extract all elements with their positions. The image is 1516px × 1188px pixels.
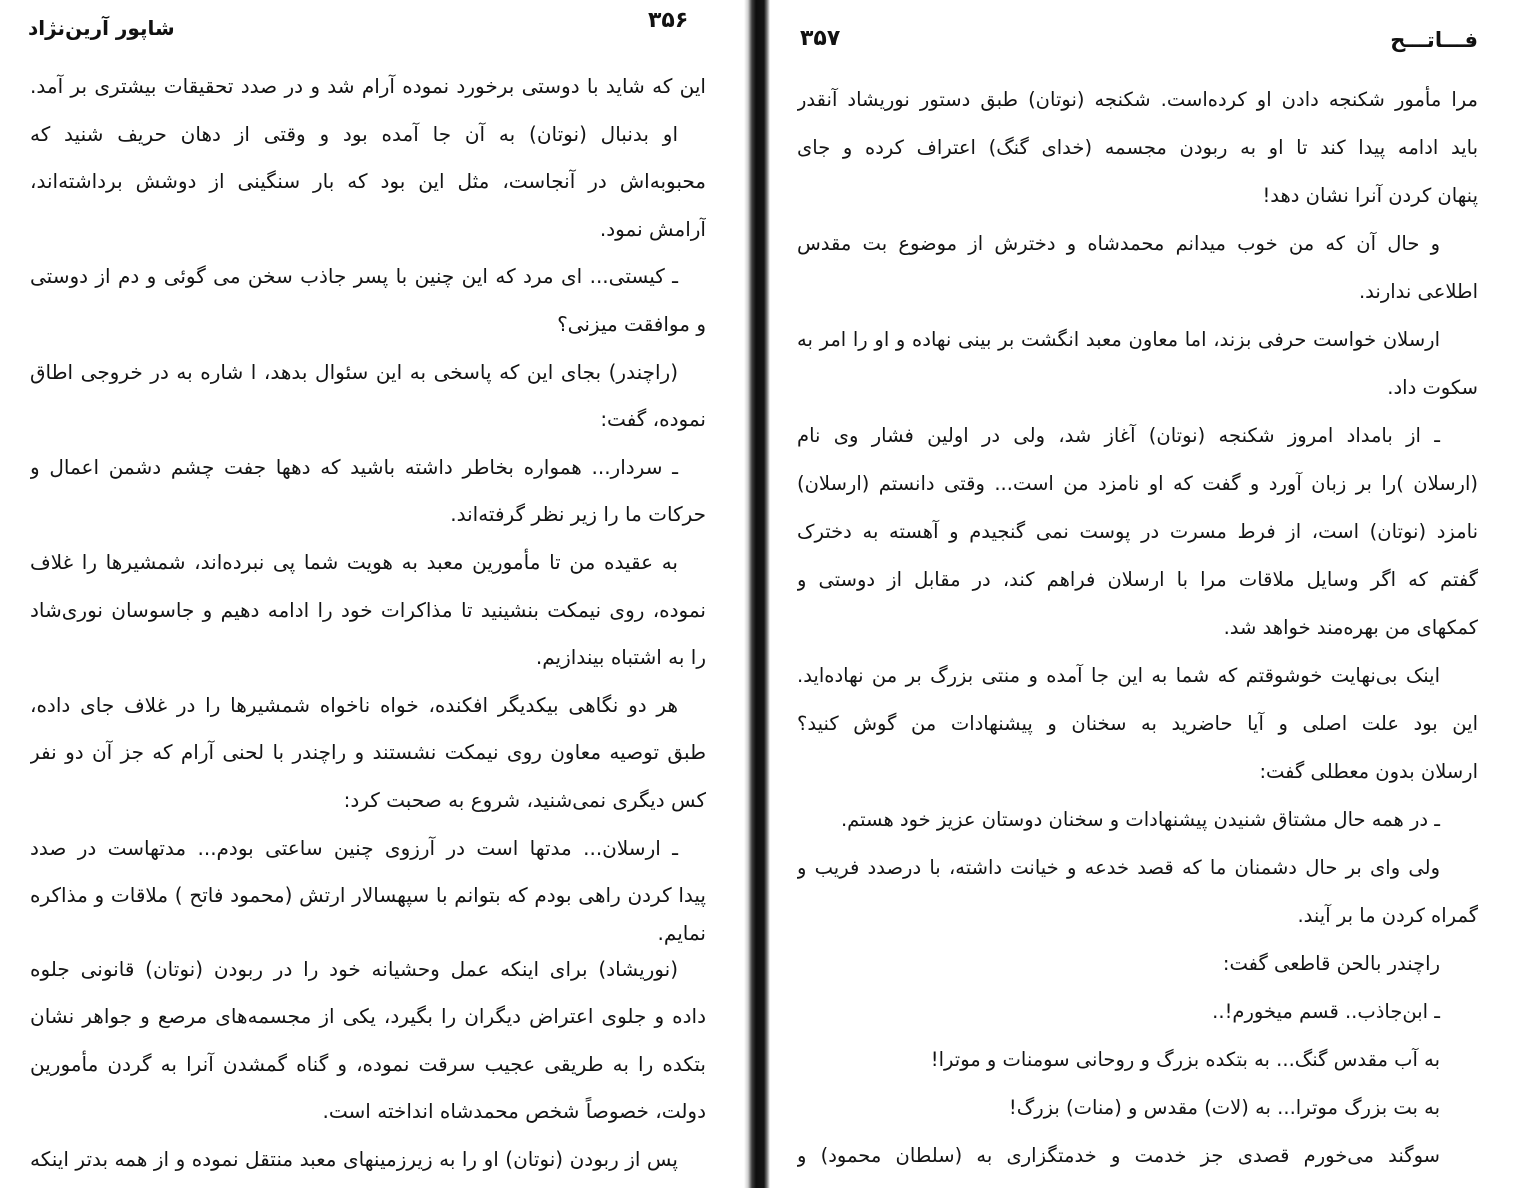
text-line: ـ کیستی... ای مرد که این چنین با پسر جاذب سخن می گوئی و دم از دوستی [30, 264, 678, 289]
text-line: دولت، خصوصاً شخص محمدشاه انداخته است. [322, 1099, 706, 1124]
running-head-author: شاپور آرین‌نژاد [28, 16, 175, 40]
text-line: نمایم. [657, 920, 706, 945]
text-line: این بود علت اصلی و آیا حاضرید به سخنان و پیشنهادات من گوش کنید؟ [797, 712, 1478, 735]
text-line: بتکده را به طریقی عجیب سرقت نموده، و گناه گمشدن آنرا به گردن مأمورین [30, 1051, 706, 1076]
text-line: ـ از بامداد امروز شکنجه (نوتان) آغاز شد، ولی در اولین فشار وی نام [797, 424, 1440, 447]
text-line: ـ ارسلان... مدتها است در آرزوی چنین ساعتی بودم... مدتهاست در صدد [30, 835, 678, 860]
text-line: نموده، روی نیمکت بنشینید تا مذاکرات خود را ادامه دهیم و جاسوسان نوری‌شاد [30, 597, 706, 622]
right-page-text [797, 76, 1478, 1180]
text-line: پس از ربودن (نوتان) او را به زیرزمینهای معبد منتقل نموده و از همه بدتر اینکه [30, 1147, 678, 1172]
text-line: محبوبه‌اش در آنجاست، مثل این بود که بار سنگینی از دوشش برداشته‌اند، [30, 169, 706, 194]
text-line: اینک بی‌نهایت خوشوقتم که شما به این جا آمده و منتی بزرگ بر من نهاده‌اید. [797, 664, 1440, 687]
text-line: راچندر بالحن قاطعی گفت: [1222, 952, 1440, 975]
text-line: ـ در همه حال مشتاق شنیدن پیشنهادات و سخنان دوستان عزیز خود هستم. [840, 808, 1440, 831]
text-line: هر دو نگاهی بیکدیگر افکنده، خواه ناخواه شمشیرها را در غلاف جای داده، [30, 692, 678, 717]
text-line: ارسلان بدون معطلی گفت: [1259, 760, 1478, 783]
page-gutter [744, 0, 770, 1188]
text-line: گفتم که اگر وسایل ملاقات مرا با ارسلان فراهم کند، در مقابل از دوستی و [797, 568, 1478, 591]
text-line: پنهان کردن آنرا نشان دهد! [1262, 184, 1478, 207]
text-line: به آب مقدس گنگ... به بتکده بزرگ و روحانی سومنات و موترا! [930, 1048, 1440, 1071]
text-line: کس دیگری نمی‌شنید، شروع به صحبت کرد: [343, 787, 706, 812]
left-page-text [30, 63, 706, 1184]
text-line: طبق توصیه معاون روی نیمکت نشستند و راچندر با لحنی آرام که جز آن دو نفر [30, 740, 706, 765]
text-line: پیدا کردن راهی بودم که بتوانم با سپهسالار ارتش (محمود فاتح ) ملاقات و مذاکره [30, 883, 706, 908]
text-line: و موافقت میزنی؟ [557, 311, 706, 336]
text-line: سکوت داد. [1387, 376, 1478, 399]
running-head-title: فـــاتـــح [1390, 28, 1478, 52]
right-page [770, 0, 1516, 1188]
text-line: (ارسلان )را بر زبان آورد و گفت که او نامزد من است... وقتی دانستم (ارسلان) [797, 472, 1478, 495]
text-line: سوگند می‌خورم قصدی جز خدمت و خدمتگزاری به (سلطان محمود) و [797, 1144, 1440, 1167]
left-page [0, 0, 744, 1188]
text-line: مرا مأمور شکنجه دادن او کرده‌است. شکنجه (نوتان) طبق دستور نوریشاد آنقدر [797, 88, 1478, 111]
text-line: (نوریشاد) برای اینکه عمل وحشیانه خود را در ربودن (نوتان) قانونی جلوه [30, 956, 678, 981]
text-line: گمراه کردن ما بر آیند. [1297, 904, 1478, 927]
text-line: داده و جلوی اعتراض دیگران را بگیرد، یکی از مجسمه‌های مرصع و جواهر نشان [30, 1004, 706, 1029]
text-line: ـ ابن‌جاذب.. قسم میخورم!.. [1212, 1000, 1440, 1023]
text-line: ولی وای بر حال دشمنان ما که قصد خدعه و خیانت داشته، با درصدد فریب و [797, 856, 1440, 879]
text-line: (راچندر) بجای این که پاسخی به این سئوال بدهد، ا شاره به در خروجی اطاق [30, 359, 678, 384]
page-number-left: ۳۵۶ [648, 8, 689, 33]
text-line: و حال آن که من خوب میدانم محمدشاه و دخترش از موضوع بت مقدس [797, 232, 1440, 255]
text-line: باید ادامه پیدا کند تا او به ربودن مجسمه (خدای گنگ) اعتراف کرده و جای [797, 136, 1478, 159]
text-line: به بت بزرگ موترا... به (لات) مقدس و (منات) بزرگ! [1008, 1096, 1440, 1119]
text-line: او بدنبال (نوتان) به آن جا آمده بود و وقتی از دهان حریف شنید که [30, 121, 678, 146]
page-number-right: ۳۵۷ [800, 26, 841, 51]
text-line: را به اشتباه بیندازیم. [535, 645, 706, 670]
text-line: ـ سردار... همواره بخاطر داشته باشید که دهها جفت چشم دشمن اعمال و [30, 454, 678, 479]
text-line: این که شاید با دوستی برخورد نموده آرام شد و در صدد تحقیقات بیشتری بر آمد. [30, 74, 706, 98]
text-line: نامزد (نوتان) است، از فرط مسرت در پوست نمی گنجیدم و آهسته به دخترک [797, 520, 1478, 543]
text-line: ارسلان خواست حرفی بزند، اما معاون معبد انگشت بر بینی نهاده و او را امر به [797, 328, 1440, 351]
text-line: به عقیده من تا مأمورین معبد به هویت شما پی نبرده‌اند، شمشیرها را غلاف [30, 549, 678, 574]
text-line: نموده، گفت: [600, 407, 706, 432]
text-line: آرامش نمود. [599, 216, 706, 241]
text-line: اطلاعی ندارند. [1358, 280, 1478, 303]
text-line: کمکهای من بهره‌مند خواهد شد. [1223, 616, 1478, 639]
text-line: حرکات ما را زیر نظر گرفته‌اند. [450, 502, 706, 527]
